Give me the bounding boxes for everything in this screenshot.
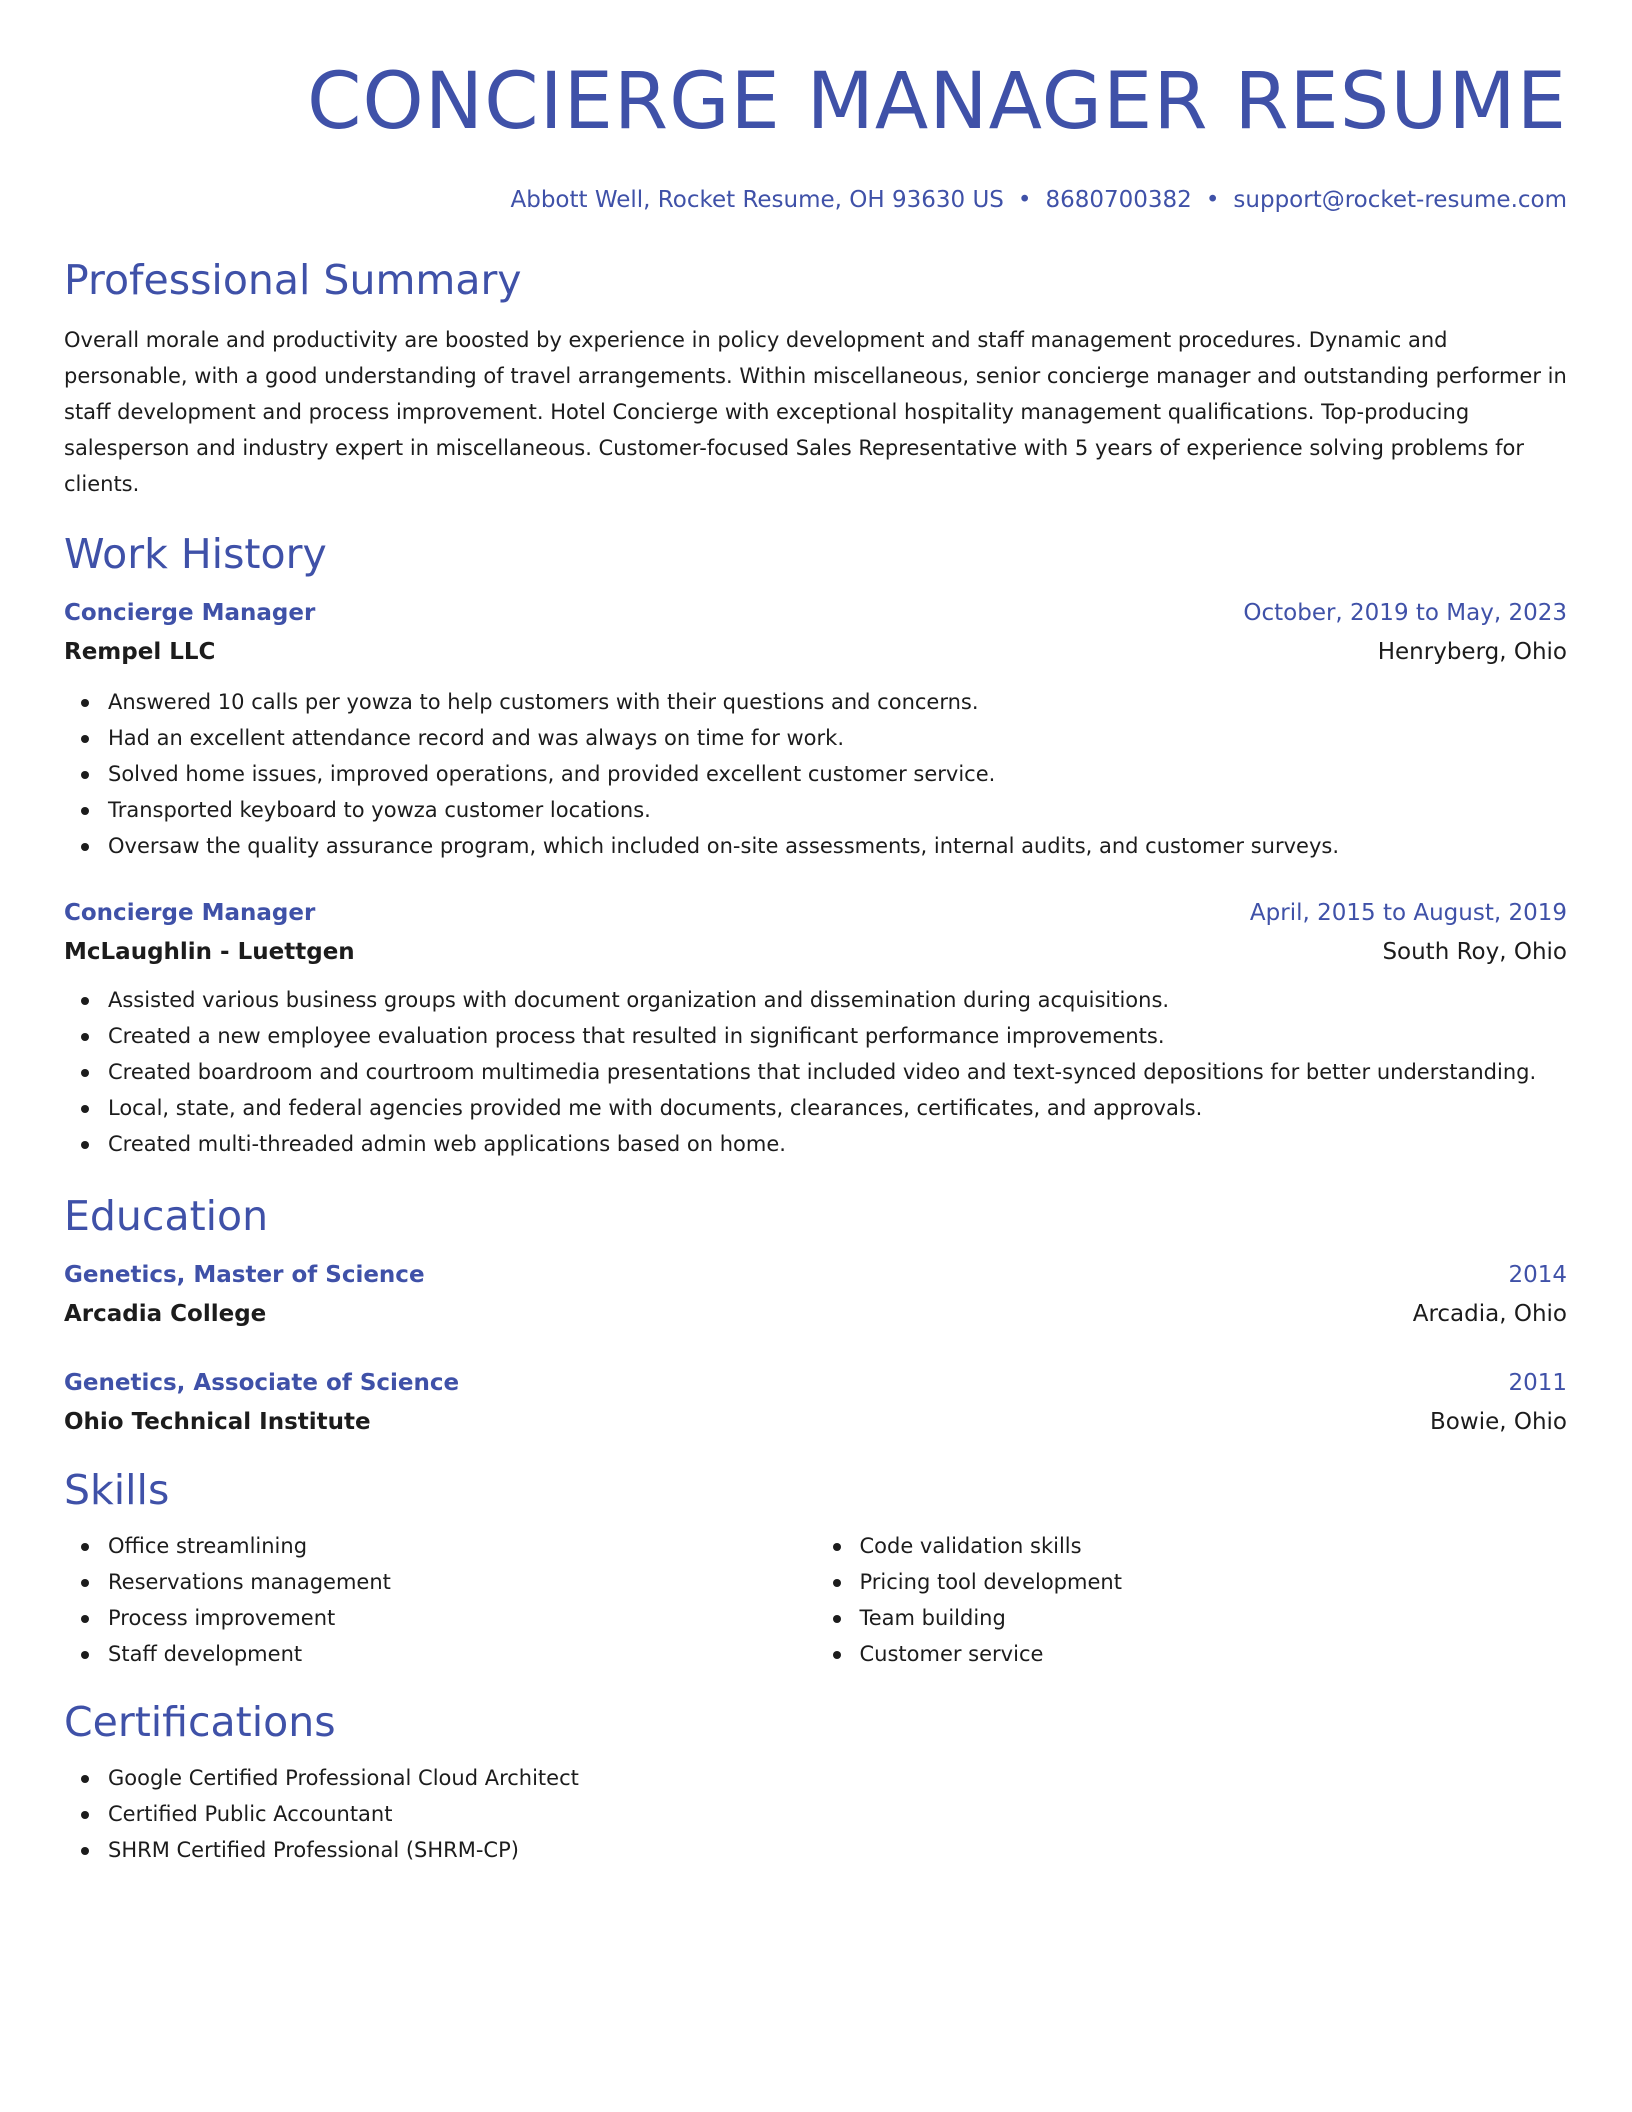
job-header-row — [64, 594, 1567, 632]
certifications-heading: Certifications — [64, 1698, 336, 1746]
education-heading: Education — [64, 1192, 269, 1240]
contact-email: support@rocket-resume.com — [1233, 187, 1567, 213]
contact-address: Abbott Well, Rocket Resume, OH 93630 US — [510, 187, 1004, 213]
education-school-row — [64, 1294, 1567, 1334]
list-item: Pricing tool development — [860, 1564, 1568, 1600]
job-employer-row — [64, 932, 1567, 972]
job-bullets — [64, 684, 1567, 864]
list-item: Transported keyboard to yowza customer locations. — [108, 792, 1567, 828]
list-item: Created boardroom and courtroom multimedia presentations that included video and text-synced depositions for better understanding. — [108, 1054, 1567, 1090]
list-item: Staff development — [108, 1636, 816, 1672]
education-year: 2014 — [1508, 1262, 1567, 1288]
job-bullets — [64, 982, 1567, 1162]
education-location: Arcadia, Ohio — [1412, 1301, 1567, 1327]
contact-separator: • — [1017, 187, 1032, 213]
job-location: South Roy, Ohio — [1382, 939, 1567, 965]
list-item: Assisted various business groups with document organization and dissemination during acquisitions. — [108, 982, 1567, 1018]
contact-separator: • — [1205, 187, 1220, 213]
skills-list-right — [816, 1528, 1568, 1672]
job-location: Henryberg, Ohio — [1377, 639, 1567, 665]
job-employer: Rempel LLC — [64, 639, 216, 665]
education-degree: Genetics, Associate of Science — [64, 1370, 460, 1396]
list-item: Customer service — [860, 1636, 1568, 1672]
list-item: Certified Public Accountant — [108, 1796, 1567, 1832]
job-dates: April, 2015 to August, 2019 — [1249, 900, 1567, 926]
contact-phone: 8680700382 — [1045, 187, 1192, 213]
skills-list-left — [64, 1528, 816, 1672]
list-item: Google Certified Professional Cloud Architect — [108, 1760, 1567, 1796]
resume-page — [64, 0, 1567, 1868]
skills-grid — [64, 1528, 1567, 1672]
list-item: Oversaw the quality assurance program, which included on-site assessments, internal audits, and customer surveys. — [108, 828, 1567, 864]
list-item: Had an excellent attendance record and was always on time for work. — [108, 720, 1567, 756]
skills-heading: Skills — [64, 1466, 170, 1514]
education-header-row — [64, 1364, 1567, 1402]
list-item: Created multi-threaded admin web applications based on home. — [108, 1126, 1567, 1162]
resume-title: CONCIERGE MANAGER RESUME — [306, 57, 1567, 147]
list-item: Reservations management — [108, 1564, 816, 1600]
contact-line — [64, 184, 1567, 216]
education-header-row — [64, 1256, 1567, 1294]
list-item: Office streamlining — [108, 1528, 816, 1564]
job-entry — [64, 894, 1567, 1162]
education-entry — [64, 1256, 1567, 1334]
education-location: Bowie, Ohio — [1430, 1409, 1567, 1435]
job-title: Concierge Manager — [64, 600, 316, 626]
list-item: SHRM Certified Professional (SHRM-CP) — [108, 1832, 1567, 1868]
job-dates: October, 2019 to May, 2023 — [1243, 600, 1567, 626]
job-title: Concierge Manager — [64, 900, 316, 926]
summary-heading: Professional Summary — [64, 256, 522, 304]
job-employer-row — [64, 632, 1567, 672]
education-year: 2011 — [1508, 1370, 1567, 1396]
list-item: Team building — [860, 1600, 1568, 1636]
job-entry — [64, 594, 1567, 864]
summary-text: Overall morale and productivity are boosted by experience in policy development and staff management procedures. Dynamic and personable, with a good understanding of travel arrangements. Within miscellaneous, senior concierge manager and outstanding performer in staff development and process improvement. Hotel Concierge with exceptional hospitality management qualifications. Top-producing salesperson and industry expert in miscellaneous. Customer-focused Sales Representative with 5 years of experience solving problems for clients. — [64, 328, 1567, 496]
job-header-row — [64, 894, 1567, 932]
education-school-row — [64, 1402, 1567, 1442]
list-item: Answered 10 calls per yowza to help customers with their questions and concerns. — [108, 684, 1567, 720]
list-item: Solved home issues, improved operations, and provided excellent customer service. — [108, 756, 1567, 792]
list-item: Process improvement — [108, 1600, 816, 1636]
job-employer: McLaughlin - Luettgen — [64, 939, 355, 965]
list-item: Local, state, and federal agencies provided me with documents, clearances, certificates, and approvals. — [108, 1090, 1567, 1126]
list-item: Code validation skills — [860, 1528, 1568, 1564]
work-history-heading: Work History — [64, 530, 327, 578]
education-degree: Genetics, Master of Science — [64, 1262, 425, 1288]
education-school: Arcadia College — [64, 1301, 267, 1327]
education-entry — [64, 1364, 1567, 1442]
education-school: Ohio Technical Institute — [64, 1409, 371, 1435]
certifications-list — [64, 1760, 1567, 1868]
list-item: Created a new employee evaluation process that resulted in significant performance improvements. — [108, 1018, 1567, 1054]
